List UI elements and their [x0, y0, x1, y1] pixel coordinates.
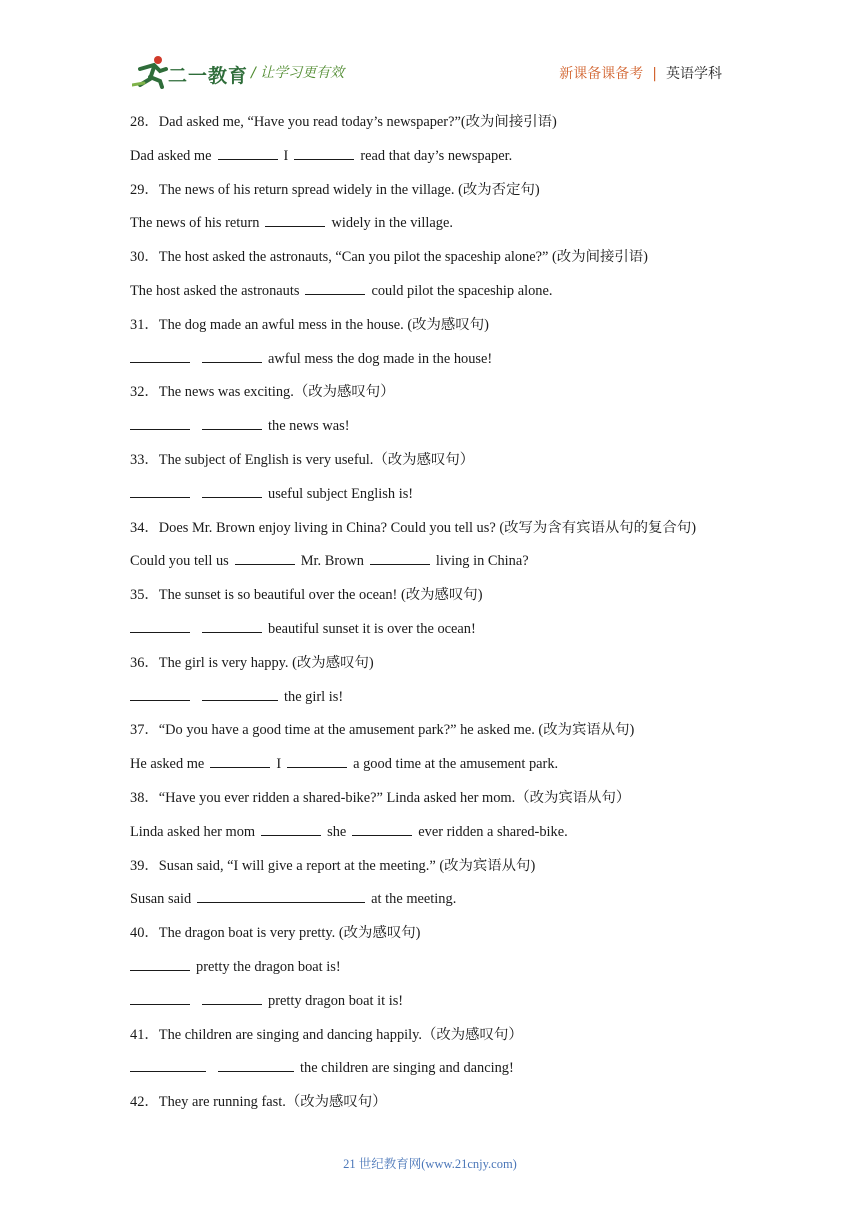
exercise-line: [130, 211, 750, 245]
answer-blank[interactable]: [130, 417, 190, 430]
header-separator: |: [652, 66, 657, 82]
answer-blank[interactable]: [352, 823, 412, 836]
exercise-line: [130, 110, 750, 144]
logo: [132, 55, 249, 89]
exercise-line: [130, 448, 750, 482]
exercise-line: [130, 651, 750, 685]
line-text: could pilot the spaceship alone.: [371, 282, 553, 299]
exercise-line: [130, 685, 750, 719]
line-text: I: [283, 147, 289, 164]
line-text: 36．The girl is very happy. (改为感叹句): [130, 654, 374, 671]
exercise-line: [130, 786, 750, 820]
line-text: Susan said: [130, 891, 192, 908]
exercise-line: [130, 279, 750, 313]
answer-blank[interactable]: [202, 350, 262, 363]
answer-blank[interactable]: [202, 620, 262, 633]
line-text: beautiful sunset it is over the ocean!: [268, 620, 476, 637]
answer-blank[interactable]: [294, 147, 354, 160]
line-text: living in China?: [435, 553, 529, 570]
line-text: The news of his return: [130, 215, 260, 232]
line-text: the children are singing and dancing!: [300, 1060, 514, 1077]
answer-blank[interactable]: [130, 688, 190, 701]
line-text: a good time at the amusement park.: [353, 756, 559, 773]
line-text: 33．The subject of English is very useful.（改为感叹句）: [130, 451, 475, 468]
line-text: 31．The dog made an awful mess in the house. (改为感叹句): [130, 316, 489, 333]
line-text: the girl is!: [284, 688, 344, 705]
exercise-line: [130, 380, 750, 414]
answer-blank[interactable]: [130, 958, 190, 971]
exercise-line: [130, 887, 750, 921]
answer-blank[interactable]: [210, 755, 270, 768]
exercise-line: [130, 313, 750, 347]
exercise-line: [130, 617, 750, 651]
exercise-line: [130, 1023, 750, 1057]
answer-blank[interactable]: [130, 485, 190, 498]
line-text: useful subject English is!: [268, 485, 414, 502]
exercise-line: [130, 482, 750, 516]
logo-text: 二一教育: [168, 65, 249, 87]
exercise-line: [130, 1090, 750, 1124]
answer-blank[interactable]: [265, 214, 325, 227]
answer-blank[interactable]: [130, 992, 190, 1005]
answer-blank[interactable]: [305, 282, 365, 295]
exercise-line: [130, 718, 750, 752]
exercise-line: [130, 245, 750, 279]
line-text: 40．The dragon boat is very pretty. (改为感叹句): [130, 925, 421, 942]
exercise-line: [130, 178, 750, 212]
tagline: 新课备课备考: [559, 66, 644, 82]
answer-blank[interactable]: [370, 552, 430, 565]
line-text: I: [276, 756, 282, 773]
line-text: 38．“Have you ever ridden a shared-bike?” Linda asked her mom.（改为宾语从句）: [130, 789, 631, 806]
exercise-line: [130, 752, 750, 786]
exercise-line: [130, 1056, 750, 1090]
line-text: 32．The news was exciting.（改为感叹句）: [130, 384, 395, 401]
answer-blank[interactable]: [202, 688, 278, 701]
footer: 21 世纪教育网(www.21cnjy.com): [343, 1157, 517, 1171]
answer-blank[interactable]: [197, 890, 365, 903]
slogan: / 让学习更有效: [251, 65, 345, 81]
line-text: 37．“Do you have a good time at the amusement park?” he asked me. (改为宾语从句): [130, 722, 635, 739]
exercise-line: [130, 854, 750, 888]
exercise-line: [130, 921, 750, 955]
answer-blank[interactable]: [261, 823, 321, 836]
line-text: Could you tell us: [130, 553, 229, 570]
exercise-line: [130, 989, 750, 1023]
line-text: ever ridden a shared-bike.: [418, 823, 568, 840]
line-text: the news was!: [268, 418, 350, 435]
line-text: Mr. Brown: [300, 553, 364, 570]
answer-blank[interactable]: [218, 1059, 294, 1072]
line-text: 39．Susan said, “I will give a report at the meeting.” (改为宾语从句): [130, 857, 536, 874]
answer-blank[interactable]: [235, 552, 295, 565]
line-text: pretty dragon boat it is!: [268, 992, 404, 1009]
line-text: Dad asked me: [130, 147, 212, 164]
line-text: The host asked the astronauts: [130, 282, 300, 299]
line-text: Linda asked her mom: [130, 823, 256, 840]
answer-blank[interactable]: [202, 417, 262, 430]
subject-area: [559, 63, 722, 83]
line-text: widely in the village.: [331, 215, 453, 232]
answer-blank[interactable]: [130, 1059, 206, 1072]
page-header: [0, 0, 860, 100]
exercise-line: [130, 820, 750, 854]
line-text: at the meeting.: [371, 891, 457, 908]
line-text: 34．Does Mr. Brown enjoy living in China? Could you tell us? (改写为含有宾语从句的复合句): [130, 519, 696, 536]
line-text: 42．They are running fast.（改为感叹句）: [130, 1094, 387, 1111]
line-text: 41．The children are singing and dancing happily.（改为感叹句）: [130, 1026, 523, 1043]
exercise-line: [130, 549, 750, 583]
line-text: 28．Dad asked me, “Have you read today’s newspaper?”(改为间接引语): [130, 114, 557, 130]
line-text: read that day’s newspaper.: [360, 147, 513, 164]
exercise-list: [130, 110, 750, 1124]
exercise-line: [130, 144, 750, 178]
line-text: pretty the dragon boat is!: [196, 958, 341, 975]
answer-blank[interactable]: [202, 485, 262, 498]
exercise-line: [130, 583, 750, 617]
line-text: she: [327, 823, 347, 840]
line-text: 29．The news of his return spread widely in the village. (改为否定句): [130, 181, 540, 198]
subject-label: 英语学科: [666, 66, 722, 82]
line-text: 35．The sunset is so beautiful over the ocean! (改为感叹句): [130, 587, 483, 604]
answer-blank[interactable]: [218, 147, 278, 160]
answer-blank[interactable]: [202, 992, 262, 1005]
exercise-line: [130, 955, 750, 989]
answer-blank[interactable]: [130, 350, 190, 363]
answer-blank[interactable]: [130, 620, 190, 633]
line-text: awful mess the dog made in the house!: [268, 350, 493, 367]
exercise-line: [130, 414, 750, 448]
runner-logo-icon: [132, 55, 172, 89]
exercise-line: [130, 516, 750, 550]
line-text: He asked me: [130, 756, 205, 773]
line-text: 30．The host asked the astronauts, “Can you pilot the spaceship alone?” (改为间接引语): [130, 249, 648, 266]
answer-blank[interactable]: [287, 755, 347, 768]
exercise-line: [130, 347, 750, 381]
